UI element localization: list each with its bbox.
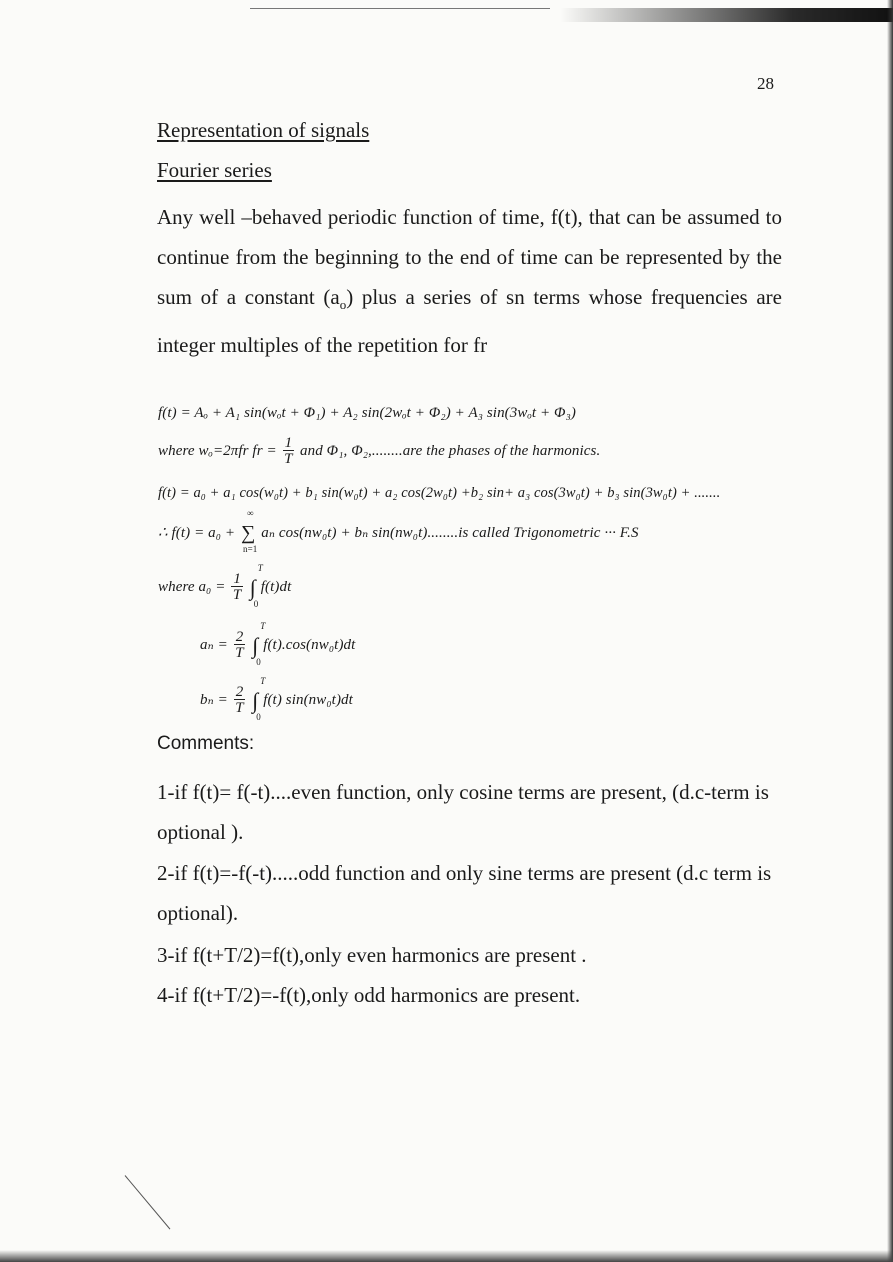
scan-bottom-shadow bbox=[0, 1250, 893, 1262]
bn-denominator: T bbox=[235, 700, 244, 716]
heading-fourier-series: Fourier series bbox=[157, 158, 272, 182]
intro-text-2: ) plus a series of sn terms whose frequencies are integer multiples of the repetition for fr bbox=[157, 285, 782, 358]
an-body: f(t).cos(nw₀t)dt bbox=[263, 636, 356, 653]
scan-artifact-bar bbox=[560, 8, 893, 22]
an-integral-lower: 0 bbox=[256, 656, 261, 667]
bn-integral-lower: 0 bbox=[256, 711, 261, 722]
fraction-1-over-T bbox=[283, 436, 295, 467]
equation-where-w0 bbox=[158, 436, 600, 467]
fraction-denominator: T bbox=[284, 451, 293, 467]
bn-prefix: bₙ = bbox=[200, 691, 228, 708]
eq4-suffix: aₙ cos(nw₀t) + bₙ sin(nw₀t)........is called Trigonometric ··· F.S bbox=[261, 524, 639, 541]
intro-subscript: o bbox=[339, 297, 347, 313]
a0-denominator: T bbox=[232, 587, 242, 603]
eq2-suffix: and Φ₁, Φ₂,........are the phases of the harmonics. bbox=[296, 442, 601, 459]
an-fraction bbox=[234, 630, 246, 661]
fraction-numerator: 1 bbox=[284, 435, 293, 451]
bn-body: f(t) sin(nw₀t)dt bbox=[263, 691, 353, 708]
an-denominator: T bbox=[235, 645, 244, 661]
page-number: 28 bbox=[757, 74, 774, 93]
bn-numerator: 2 bbox=[235, 684, 244, 700]
intro-text: Any well –behaved periodic function of time, f(t), that can be assumed to continue from the beginning to the end of time can be represented by the sum of a constant (a bbox=[157, 205, 782, 309]
summation-symbol: ∑ ∞ n=1 bbox=[241, 508, 258, 554]
scan-edge-shadow bbox=[887, 0, 893, 1262]
comment-2: 2-if f(t)=-f(-t).....odd function and only sine terms are present (d.c term is optional). bbox=[157, 861, 772, 925]
comment-4: 4-if f(t+T/2)=-f(t),only odd harmonics are present. bbox=[157, 983, 581, 1007]
bn-integral-symbol: ∫ T 0 bbox=[252, 675, 266, 722]
sum-upper-limit: ∞ bbox=[247, 508, 254, 518]
equation-trig-fourier-series bbox=[158, 508, 639, 554]
equation-a0 bbox=[158, 562, 292, 609]
a0-fraction bbox=[231, 572, 243, 603]
an-integral-upper: T bbox=[260, 620, 266, 631]
equation-an bbox=[200, 620, 356, 667]
bn-fraction bbox=[234, 685, 246, 716]
eq4-prefix: ∴ f(t) = a₀ + bbox=[158, 524, 236, 541]
intro-paragraph bbox=[157, 197, 782, 365]
a0-integral-upper: T bbox=[257, 562, 263, 573]
equation-bn bbox=[200, 675, 353, 722]
scan-artifact-line bbox=[250, 8, 550, 9]
comment-3: 3-if f(t+T/2)=f(t),only even harmonics are present . bbox=[157, 943, 587, 967]
comment-1: 1-if f(t)= f(-t)....even function, only cosine terms are present, (d.c-term is optional ). bbox=[157, 780, 769, 844]
equation-expanded-series: f(t) = a₀ + a₁ cos(w₀t) + b₁ sin(w₀t) + a₂ cos(2w₀t) +b₂ sin+ a₃ cos(3w₀t) + b₃ sin(3w₀t) + ....... bbox=[158, 485, 721, 501]
a0-integral-symbol: ∫ T 0 bbox=[249, 562, 263, 609]
equation-amplitude-phase: f(t) = Aₒ + A₁ sin(wₒt + Φ₁) + A₂ sin(2wₒt + Φ₂) + A₃ sin(3wₒt + Φ₃) bbox=[158, 405, 576, 421]
eq2-prefix: where wₒ=2πfr fr = bbox=[158, 442, 281, 459]
bn-integral-upper: T bbox=[260, 675, 266, 686]
a0-prefix: where a₀ = bbox=[158, 578, 226, 595]
an-prefix: aₙ = bbox=[200, 636, 228, 653]
heading-representation: Representation of signals bbox=[157, 118, 370, 142]
a0-numerator: 1 bbox=[233, 571, 241, 587]
comments-heading: Comments: bbox=[157, 733, 255, 754]
a0-integral-lower: 0 bbox=[253, 598, 259, 609]
scan-scratch bbox=[125, 1175, 171, 1229]
an-integral-symbol: ∫ T 0 bbox=[252, 620, 266, 667]
a0-body: f(t)dt bbox=[260, 578, 292, 595]
an-numerator: 2 bbox=[235, 629, 244, 645]
sum-lower-limit: n=1 bbox=[243, 544, 258, 554]
